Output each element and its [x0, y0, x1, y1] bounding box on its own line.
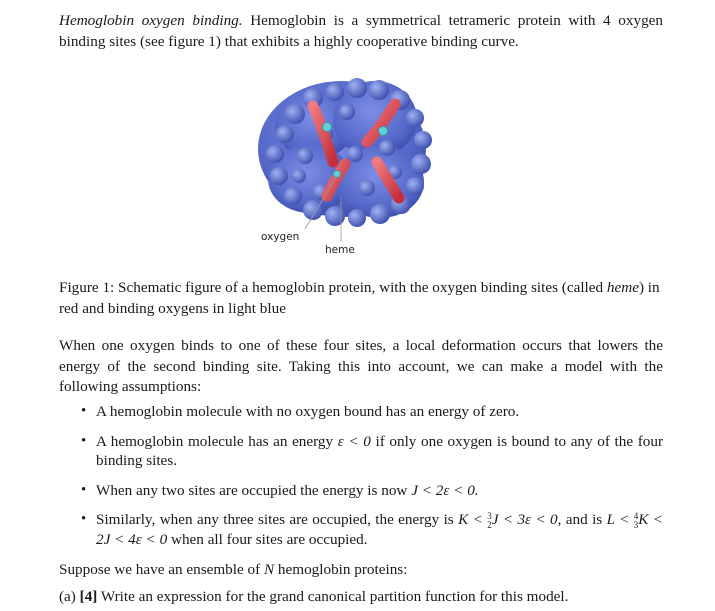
oxygen-2: [379, 127, 388, 136]
bullet3-text-a: When any two sites are occupied the energy is now: [96, 481, 412, 499]
bullet4-text-c: when all four sites are occupied.: [167, 530, 368, 548]
oxygen-1: [323, 123, 332, 132]
bullet2-text-b: if only one oxygen is bound to any of the four binding sites.: [96, 432, 664, 469]
figure-caption: [59, 278, 663, 319]
question-label: (a): [59, 588, 80, 605]
intro-paragraph: [59, 11, 663, 52]
bullet4-math-4: K < 2J < 4ε < 0: [96, 511, 663, 548]
label-oxygen: oxygen: [261, 231, 300, 243]
bullet2-math: ε < 0: [337, 432, 371, 450]
bullet4-text-a: Similarly, when any three sites are occupied, the energy is: [96, 511, 459, 528]
question-text: Write an expression for the grand canonical partition function for this model.: [97, 588, 569, 605]
hemoglobin-illustration: [255, 64, 455, 264]
frac1-den: 2: [487, 519, 492, 530]
caption-term: heme: [606, 279, 639, 296]
assumption-item: [83, 402, 663, 422]
bullet4-math-1: K <: [458, 511, 483, 528]
protein-body: [258, 78, 432, 227]
question-a: [59, 587, 663, 608]
intro-title: Hemoglobin oxygen binding.: [59, 12, 243, 29]
ensemble-line: [59, 560, 663, 581]
ensemble-math: N: [263, 561, 275, 578]
assumption-list: [83, 402, 663, 549]
bullet4-math-2: J < 3ε < 0: [491, 511, 558, 528]
frac1-num: 3: [487, 510, 492, 521]
bullet4-math-3: L <: [606, 511, 630, 528]
bullet2-text-a: A hemoglobin molecule has an energy: [96, 432, 338, 450]
bullet4-text-b: , and is: [557, 511, 607, 528]
ensemble-text-a: Suppose we have an ensemble of: [59, 561, 264, 578]
assumption-item: [83, 481, 663, 501]
assumption-item: [83, 432, 663, 471]
ensemble-text-b: hemoglobin proteins:: [274, 561, 408, 578]
frac2-den: 3: [633, 519, 639, 530]
caption-suffix: ) in red and binding oxygens in light blue: [59, 279, 660, 317]
assumption-item: [83, 510, 663, 549]
frac2-num: 4: [633, 510, 639, 521]
hemoglobin-figure: [255, 64, 455, 264]
question-points: [4]: [79, 588, 98, 605]
body-paragraph: When one oxygen binds to one of these four sites, a local deformation occurs that lowers the energy of the second binding site. Taking this into account, we can make a model with the following assumptions:: [59, 337, 663, 395]
caption-prefix: Figure 1: Schematic figure of a hemoglobin protein, with the oxygen binding sites (called: [59, 279, 607, 296]
bullet3-math: J < 2ε < 0.: [411, 481, 479, 499]
label-heme: heme: [325, 244, 355, 256]
bullet1-text: A hemoglobin molecule with no oxygen bound has an energy of zero.: [96, 403, 520, 420]
intro-text: Hemoglobin is a symmetrical tetrameric protein with 4 oxygen binding sites (see figure 1) that exhibits a highly cooperative binding curve.: [59, 12, 663, 50]
